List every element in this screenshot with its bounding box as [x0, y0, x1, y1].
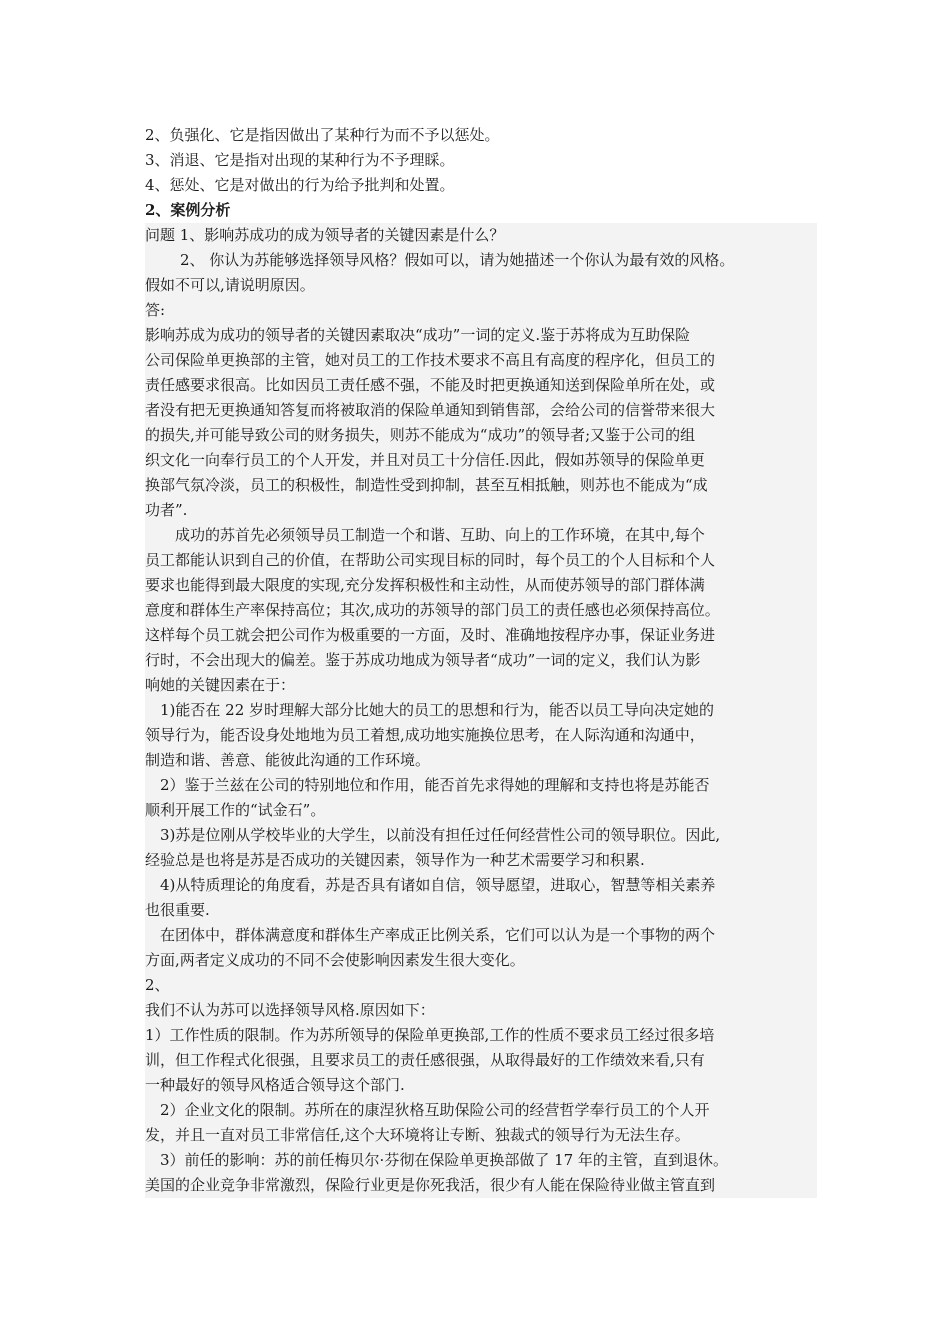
text-line: 换部气氛冷淡，员工的积极性，制造性受到抑制，甚至互相抵触，则苏也不能成为“成: [145, 473, 817, 498]
list-item: 1)能否在 22 岁时理解大部分比她大的员工的思想和行为，能否以员工导向决定她的: [145, 698, 817, 723]
list-item: 1）工作性质的限制。作为苏所领导的保险单更换部,工作的性质不要求员工经过很多培: [145, 1023, 817, 1048]
text-line: 2、负强化、它是指因做出了某种行为而不予以惩处。: [145, 126, 500, 144]
text-line: 制造和谐、善意、能彼此沟通的工作环境。: [145, 748, 817, 773]
question-line: 问题 1、影响苏成功的成为领导者的关键因素是什么？: [145, 223, 817, 248]
text-line: 的损失,并可能导致公司的财务损失，则苏不能成为“成功”的领导者;又鉴于公司的组: [145, 423, 817, 448]
answer-label: 答:: [145, 298, 817, 323]
text-line: 经验总是也将是苏是否成功的关键因素，领导作为一种艺术需要学习和积累.: [145, 848, 817, 873]
document-body: [145, 123, 817, 1198]
text-line: 发，并且一直对员工非常信任,这个大环境将让专断、独裁式的领导行为无法生存。: [145, 1123, 817, 1148]
text-line: 责任感要求很高。比如因员工责任感不强，不能及时把更换通知送到保险单所在处，或: [145, 373, 817, 398]
text-line: 领导行为，能否设身处地地为员工着想,成功地实施换位思考，在人际沟通和沟通中，: [145, 723, 817, 748]
list-item: 2）企业文化的限制。苏所在的康涅狄格互助保险公司的经营哲学奉行员工的个人开: [145, 1098, 817, 1123]
text-line: 者没有把无更换通知答复而将被取消的保险单通知到销售部，会给公司的信誉带来很大: [145, 398, 817, 423]
text-line: 意度和群体生产率保持高位；其次,成功的苏领导的部门员工的责任感也必须保持高位。: [145, 598, 817, 623]
text-line: 训，但工作程式化很强，且要求员工的责任感很强，从取得最好的工作绩效来看,只有: [145, 1048, 817, 1073]
text-line: 我们不认为苏可以选择领导风格.原因如下：: [145, 998, 817, 1023]
text-line: 3、消退、它是指对出现的某种行为不予理睬。: [145, 151, 455, 169]
question-line: 假如不可以,请说明原因。: [145, 273, 817, 298]
text-line: 这样每个员工就会把公司作为极重要的一方面，及时、准确地按程序办事，保证业务进: [145, 623, 817, 648]
text-line: 影响苏成为成功的领导者的关键因素取决“成功”一词的定义.鉴于苏将成为互助保险: [145, 323, 817, 348]
section-heading: 2、案例分析: [145, 201, 231, 219]
text-line: 成功的苏首先必须领导员工制造一个和谐、互助、向上的工作环境，在其中,每个: [145, 523, 817, 548]
text-line: 也很重要.: [145, 898, 817, 923]
text-line: 响她的关键因素在于：: [145, 673, 817, 698]
question-line: 2、 你认为苏能够选择领导风格？假如可以，请为她描述一个你认为最有效的风格。: [145, 248, 817, 273]
text-line: 2、: [145, 973, 817, 998]
text-line: 公司保险单更换部的主管，她对员工的工作技术要求不高且有高度的程序化，但员工的: [145, 348, 817, 373]
text-line: 要求也能得到最大限度的实现,充分发挥积极性和主动性，从而使苏领导的部门群体满: [145, 573, 817, 598]
list-item: 3)苏是位刚从学校毕业的大学生，以前没有担任过任何经营性公司的领导职位。因此,: [145, 823, 817, 848]
text-line: 在团体中，群体满意度和群体生产率成正比例关系，它们可以认为是一个事物的两个: [145, 923, 817, 948]
text-line: 顺利开展工作的“试金石”。: [145, 798, 817, 823]
text-line: 功者”.: [145, 498, 817, 523]
text-line: 美国的企业竞争非常激烈，保险行业更是你死我活，很少有人能在保险待业做主管直到: [145, 1173, 817, 1198]
text-line: 4、惩处、它是对做出的行为给予批判和处置。: [145, 176, 455, 194]
text-line: 织文化一向奉行员工的个人开发，并且对员工十分信任.因此，假如苏领导的保险单更: [145, 448, 817, 473]
list-item: 4)从特质理论的角度看，苏是否具有诸如自信，领导愿望，进取心，智慧等相关素养: [145, 873, 817, 898]
text-line: 一种最好的领导风格适合领导这个部门.: [145, 1073, 817, 1098]
text-line: 方面,两者定义成功的不同不会使影响因素发生很大变化。: [145, 948, 817, 973]
text-line: 员工都能认识到自己的价值，在帮助公司实现目标的同时，每个员工的个人目标和个人: [145, 548, 817, 573]
list-item: 2）鉴于兰兹在公司的特别地位和作用，能否首先求得她的理解和支持也将是苏能否: [145, 773, 817, 798]
text-line: 行时，不会出现大的偏差。鉴于苏成功地成为领导者“成功”一词的定义，我们认为影: [145, 648, 817, 673]
list-item: 3）前任的影响：苏的前任梅贝尔·芬彻在保险单更换部做了 17 年的主管，直到退休。: [145, 1148, 817, 1173]
